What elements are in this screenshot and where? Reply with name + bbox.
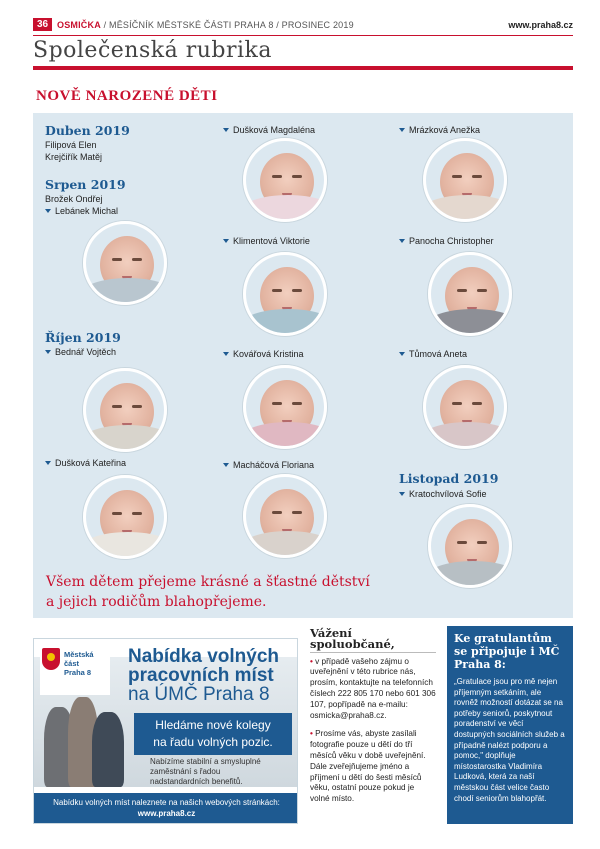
photo-caption xyxy=(399,349,467,359)
brand-name: OSMIČKA xyxy=(57,20,101,30)
baby-photo xyxy=(83,368,167,452)
wishes-line: Všem dětem přejeme krásné a šťastné dětství xyxy=(46,574,370,590)
baby-eye xyxy=(272,402,282,405)
baby-clothing xyxy=(243,309,327,336)
bullet-icon: • xyxy=(310,729,316,739)
coat-of-arms-icon xyxy=(42,648,60,670)
job-advertisement[interactable] xyxy=(33,638,298,824)
baby-eye xyxy=(272,511,282,514)
footer-line: Nabídku volných míst naleznete na našich webových stránkách: xyxy=(53,798,280,807)
org-line: Městská část xyxy=(64,650,94,668)
baby-eye xyxy=(292,511,302,514)
name-filipova: Filipová Elen xyxy=(45,140,97,150)
baby-clothing xyxy=(243,422,327,449)
caption-klimentova: Klimentová Viktorie xyxy=(233,236,310,246)
month-heading-october: Říjen 2019 xyxy=(45,330,121,345)
benefits-line: nadstandardních benefitů. xyxy=(150,777,243,786)
congratulations-box xyxy=(447,626,573,824)
month-heading-november: Listopad 2019 xyxy=(399,471,499,486)
header-rule xyxy=(33,35,573,36)
baby-eye xyxy=(132,512,142,515)
baby-eye xyxy=(272,289,282,292)
baby-clothing xyxy=(423,195,507,222)
page-number: 36 xyxy=(33,18,52,31)
baby-eye xyxy=(472,175,482,178)
baby-clothing xyxy=(243,531,327,558)
caption-kovarova: Kovářová Kristina xyxy=(233,349,304,359)
baby-photo xyxy=(243,138,327,222)
baby-clothing xyxy=(243,195,327,222)
headline-line: na ÚMČ Praha 8 xyxy=(128,684,270,705)
caption-duskova-magdalena: Dušková Magdaléna xyxy=(233,125,316,135)
baby-photo xyxy=(423,138,507,222)
caption-lebanek: Lebánek Michal xyxy=(55,206,119,216)
section-title: Společenská rubrika xyxy=(33,38,272,63)
box-title: Ke gratulantům se připojuje i MČ Praha 8: xyxy=(454,632,560,671)
baby-clothing xyxy=(428,309,512,336)
running-header xyxy=(33,18,573,34)
box-text: „Gratulace jsou pro mě nejen příjemným setkáním, ale rovněž možností dotázat se na potřeby seniorů, poskytnout poradenství ve věcí dostupných sociálních služeb a případně nalézt podporu a pomoc," doplňuje místostarostka Vladimíra Ludková, která za naší městskou část velice často chodí seniorům blahopřát. xyxy=(454,677,565,803)
section-divider xyxy=(33,66,573,70)
photo-caption xyxy=(223,460,314,470)
notice-text: v případě vašeho zájmu o uveřejnění v této rubrice nás, prosím, kontaktujte na telefonních číslech 222 805 170 nebo 601 306 107, popřípadě na e-mailu: osmicka@praha8.cz. xyxy=(310,656,436,720)
notice-text: Prosíme vás, abyste zasílali fotografie pouze u dětí do tří měsíců věku v době uveřejnění. Dále zveřejňujeme jméno a příjmení u dětí do šesti měsíců věku, ostatní pouze pokud je volné místo. xyxy=(310,729,426,804)
baby-eye xyxy=(452,175,462,178)
caret-down-icon xyxy=(399,239,405,243)
municipality-logo xyxy=(40,645,110,695)
callout-line: na řadu volných pozic. xyxy=(153,735,273,749)
baby-photo xyxy=(428,504,512,588)
baby-clothing xyxy=(428,561,512,588)
caret-down-icon xyxy=(45,461,51,465)
person-silhouette xyxy=(92,712,124,787)
caption-mrazkova: Mrázková Anežka xyxy=(409,125,481,135)
caption-kratochvilova: Kratochvílová Sofie xyxy=(409,489,487,499)
photo-caption xyxy=(45,347,116,357)
photo-caption xyxy=(223,236,310,246)
wishes-line: a jejich rodičům blahopřejeme. xyxy=(46,594,267,610)
baby-eye xyxy=(132,258,142,261)
name-brozek: Brožek Ondřej xyxy=(45,194,103,204)
callout-line: Hledáme nové kolegy xyxy=(155,718,271,732)
benefits-line: Nabízíme stabilní a smysluplné xyxy=(150,757,261,766)
newborns-panel xyxy=(33,113,573,618)
baby-photo xyxy=(243,365,327,449)
baby-eye xyxy=(457,541,467,544)
baby-photo xyxy=(83,221,167,305)
photo-caption xyxy=(399,236,494,246)
baby-eye xyxy=(477,541,487,544)
baby-eye xyxy=(132,405,142,408)
baby-eye xyxy=(292,289,302,292)
publication-subtitle: / MĚSÍČNÍK MĚSTSKÉ ČÁSTI PRAHA 8 / PROSINEC 2019 xyxy=(100,20,354,30)
baby-eye xyxy=(457,289,467,292)
baby-eye xyxy=(477,289,487,292)
baby-photo xyxy=(243,474,327,558)
website-link[interactable]: www.praha8.cz xyxy=(508,20,573,30)
baby-photo xyxy=(423,365,507,449)
month-heading-april: Duben 2019 xyxy=(45,123,130,138)
benefits-line: zaměstnání s řadou xyxy=(150,767,221,776)
caret-down-icon xyxy=(399,128,405,132)
baby-eye xyxy=(112,258,122,261)
organization-name xyxy=(64,650,110,677)
article-kicker: NOVĚ NAROZENÉ DĚTI xyxy=(36,88,218,104)
baby-eye xyxy=(292,402,302,405)
caret-down-icon xyxy=(223,239,229,243)
reader-notice xyxy=(310,628,436,828)
bullet-icon: • xyxy=(310,656,316,666)
caret-down-icon xyxy=(223,352,229,356)
name-krejcirik: Krejčiřík Matěj xyxy=(45,152,103,162)
baby-clothing xyxy=(83,278,167,305)
baby-clothing xyxy=(83,425,167,452)
ad-callout xyxy=(134,713,292,755)
photo-caption xyxy=(223,125,315,135)
photo-caption xyxy=(223,349,304,359)
baby-eye xyxy=(112,512,122,515)
photo-caption xyxy=(45,206,118,216)
caret-down-icon xyxy=(45,350,51,354)
ad-benefits xyxy=(150,757,261,787)
caret-down-icon xyxy=(223,463,229,467)
baby-eye xyxy=(112,405,122,408)
caption-duskova-katerina: Dušková Kateřina xyxy=(55,458,127,468)
caption-tumova: Tůmová Aneta xyxy=(409,349,468,359)
caption-panocha: Panocha Christopher xyxy=(409,236,494,246)
baby-clothing xyxy=(423,422,507,449)
notice-paragraph xyxy=(310,657,436,722)
org-line: Praha 8 xyxy=(64,668,92,677)
caption-bednar: Bednář Vojtěch xyxy=(55,347,117,357)
notice-title: Vážení spoluobčané, xyxy=(310,628,436,653)
baby-photo xyxy=(243,252,327,336)
baby-eye xyxy=(452,402,462,405)
caret-down-icon xyxy=(399,492,405,496)
caret-down-icon xyxy=(223,128,229,132)
caret-down-icon xyxy=(399,352,405,356)
photo-caption xyxy=(45,458,126,468)
baby-eye xyxy=(472,402,482,405)
caret-down-icon xyxy=(45,209,51,213)
baby-eye xyxy=(292,175,302,178)
baby-photo xyxy=(83,475,167,559)
baby-photo xyxy=(428,252,512,336)
notice-paragraph xyxy=(310,729,436,805)
publication-line xyxy=(57,20,354,30)
ad-footer xyxy=(34,793,298,823)
photo-caption xyxy=(399,489,487,499)
baby-clothing xyxy=(83,532,167,559)
congratulations-message xyxy=(46,572,370,612)
baby-eye xyxy=(272,175,282,178)
headline-line: Nabídka volných xyxy=(128,646,279,667)
ad-website-link[interactable]: www.praha8.cz xyxy=(137,809,196,818)
photo-caption xyxy=(399,125,480,135)
caption-machacova: Macháčová Floriana xyxy=(233,460,315,470)
headline-line: pracovních míst xyxy=(128,665,274,686)
ad-headline xyxy=(128,647,279,704)
month-heading-august: Srpen 2019 xyxy=(45,177,126,192)
